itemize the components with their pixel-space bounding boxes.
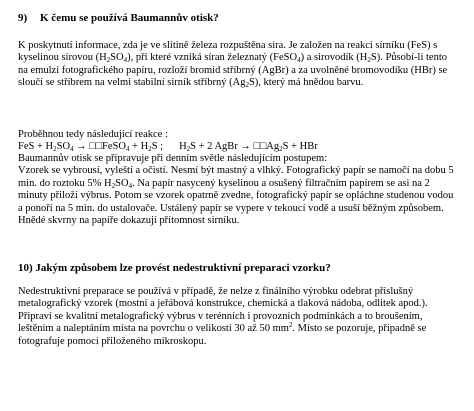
section-10-number: 10)	[18, 262, 33, 274]
reaction-2: $H_2S + 2$ AgBr → $□□Ag_2S$ + HBr	[179, 141, 318, 153]
reaction-1: FeS + $H_2SO_4$ → □□FeSO$_4$ + $H_2S$ ;	[18, 141, 164, 153]
section-9-number: 9)	[18, 12, 28, 24]
procedure-paragraph: Baumannův otisk se připravuje při denním světle následujícím postupem: Vzorek se vybrousí, vyleští a očistí. Nesmí být mastný a vlhký. Fotografický papír se namočí na dobu 5 min. do roztoku 5% $H_2SO_4$. Na papír nasycený kyselinou a osušený filtračním papírem se asi na 2 minuty přiloží výbrus. Potom se vzorek opatrně zvedne, fotografický papír se opláchne studenou vodou a ponoří na 5 min. do ustalovače. Ustálený papír se vypere v tekoucí vodě a usuší běžným způsobem. Hnědé skvrny na papíře dokazují přítomnost sirníku.	[18, 153, 454, 227]
reaction-label: Proběhnou tedy následující reakce :	[18, 129, 168, 140]
reaction-equations	[18, 141, 458, 153]
section-9-intro: K poskytnutí informace, zda je ve slitině železa rozpuštěna síra. Je založen na reakci sírníku (FeS) s kyselinou sírovou $(H_2SO_4)$, při které vzniká síran železnatý (FeSO$_4$) a sirovodík $(H_2S)$. Působí-li tento na emulzi fotografického papíru, rozloží bromid stříbrný (AgBr) a za uvolněné bromovodíku (HBr) se sloučí se stříbrem na velmi stabilní sirník stříbrný $(Ag_2S)$, který má hnědou barvu.	[18, 40, 448, 90]
section-10-body: Nedestruktivní preparace se používá v případě, že nelze z finálního výrobku odebrat příslušný metalografický vzorek (mostní a jeřábová konstrukce, chemická a tlaková nádoba, odlitek apod.). Připraví se kvalitní metalografický výbrus v terénních i provozních podmínkách a to broušením, leštěním a naleptáním místa na povrchu o velikosti 30 až 50 $mm^2$. Místo se pozoruje, případně se fotografuje pomocí přiloženého mikroskopu.	[18, 286, 428, 347]
section-9-heading	[18, 12, 458, 25]
section-9-title: K čemu se používá Baumannův otisk?	[40, 12, 219, 24]
section-10-title: Jakým způsobem lze provést nedestruktivní preparaci vzorku?	[35, 262, 331, 274]
section-10-heading	[18, 262, 458, 275]
